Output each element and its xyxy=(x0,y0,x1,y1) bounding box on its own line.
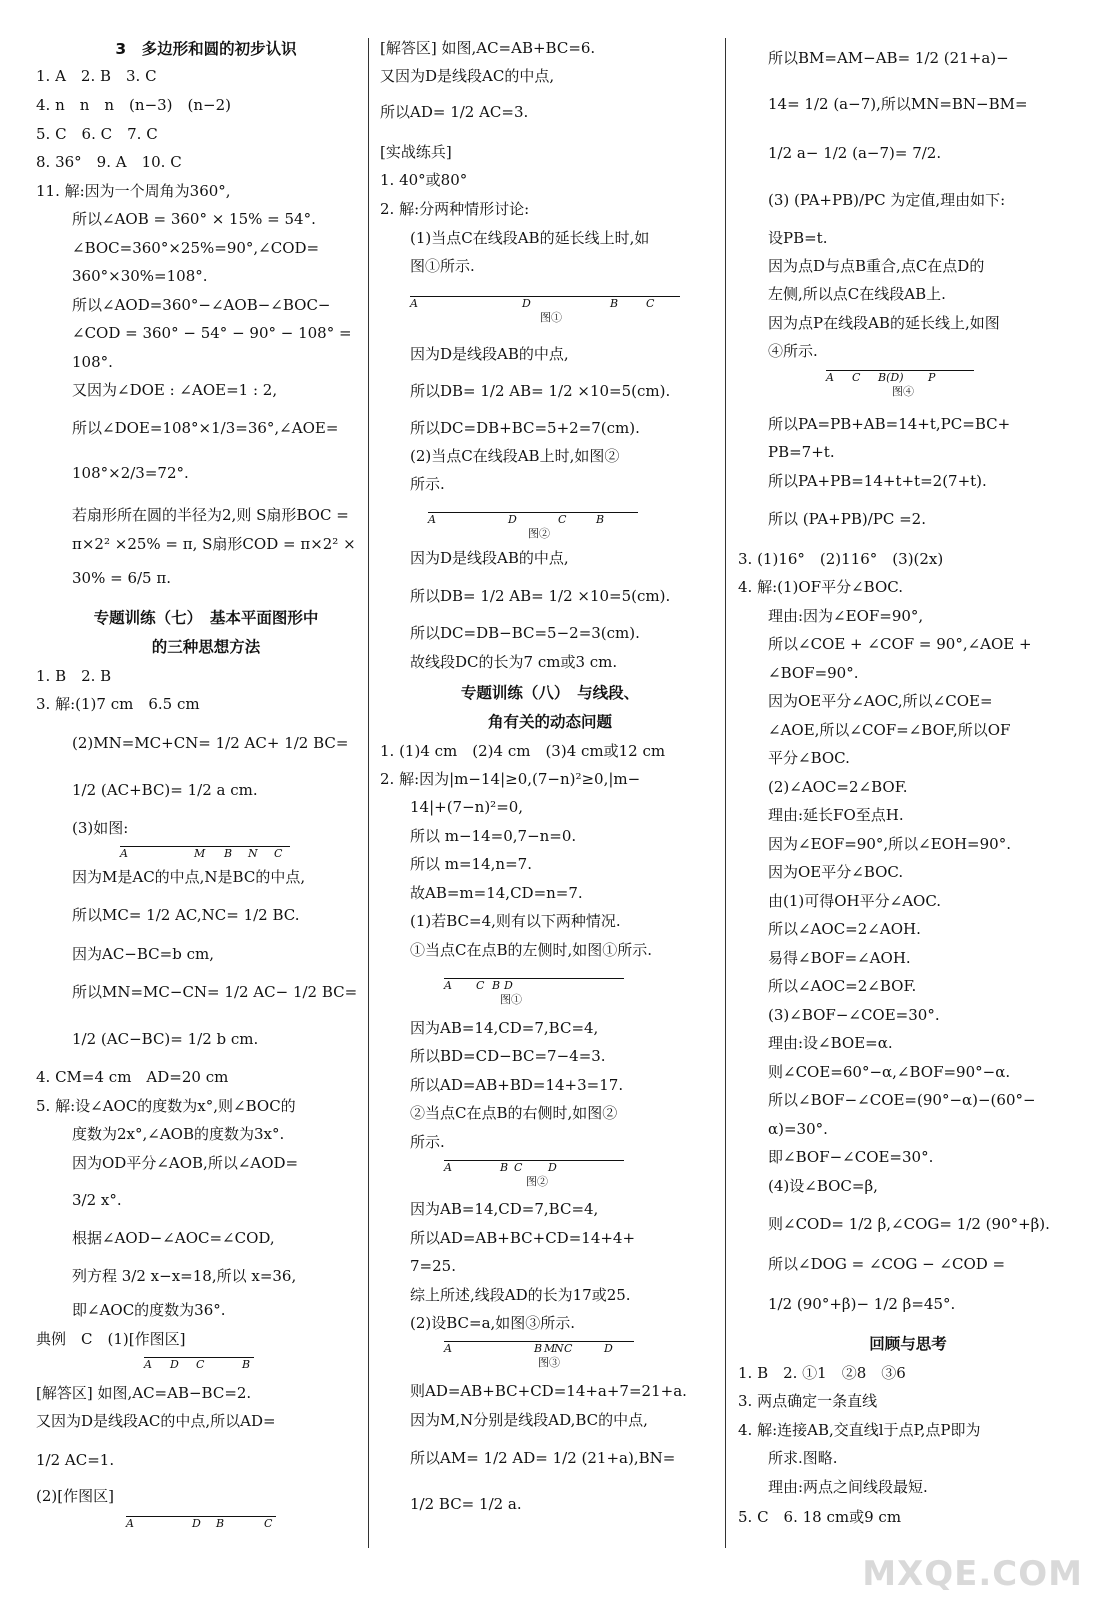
answer-line: (2)设BC=a,如图③所示. xyxy=(410,1314,576,1332)
answer-line: 因为AB=14,CD=7,BC=4, xyxy=(410,1200,599,1218)
answer-line: 图①所示. xyxy=(410,257,475,275)
point-label: N xyxy=(248,847,258,860)
figure-caption: 图① xyxy=(540,311,562,324)
answer-line: 1/2 BC= 1/2 a. xyxy=(410,1495,522,1513)
point-label: D xyxy=(548,1161,557,1174)
answer-line: (1)当点C在线段AB的延长线上时,如 xyxy=(410,229,650,247)
answer-line: 故线段DC的长为7 cm或3 cm. xyxy=(410,653,618,671)
answer-line: 理由:延长FO至点H. xyxy=(768,806,904,824)
answer-line: 由(1)可得OH平分∠AOC. xyxy=(768,892,942,910)
answer-line: 因为M是AC的中点,N是BC的中点, xyxy=(72,868,306,886)
answer-line: 所以∠AOD=360°−∠AOB−∠BOC− xyxy=(72,296,331,314)
answer-line: 即∠AOC的度数为36°. xyxy=(72,1301,226,1319)
answer-line: (4)设∠BOC=β, xyxy=(768,1177,878,1195)
point-label: C xyxy=(564,1342,573,1355)
answer-line: 5. 解:设∠AOC的度数为x°,则∠BOC的 xyxy=(36,1097,296,1115)
point-label: B xyxy=(242,1358,251,1371)
answer-line: 则∠COD= 1/2 β,∠COG= 1/2 (90°+β). xyxy=(768,1215,1050,1233)
point-label: B xyxy=(500,1161,509,1174)
point-label: C xyxy=(852,371,861,384)
segment-line xyxy=(126,1516,276,1517)
answer-line: 即∠BOF−∠COE=30°. xyxy=(768,1148,934,1166)
answer-line: 因为OD平分∠AOB,所以∠AOD= xyxy=(72,1154,299,1172)
figure-caption: 图④ xyxy=(892,385,914,398)
answer-line: 所以∠DOE=108°×1/3=36°,∠AOE= xyxy=(72,419,339,437)
answer-line: 14|+(7−n)²=0, xyxy=(410,798,524,816)
answer-line: 理由:因为∠EOF=90°, xyxy=(768,607,924,625)
answer-line: 因为点D与点B重合,点C在点D的 xyxy=(768,257,985,275)
point-label: B(D) xyxy=(878,371,904,384)
answer-line: 故AB=m=14,CD=n=7. xyxy=(410,884,583,902)
answer-line: 因为OE平分∠BOC. xyxy=(768,863,904,881)
answer-line: 所以 m−14=0,7−n=0. xyxy=(410,827,577,845)
answer-line: 所以∠COE + ∠COF = 90°,∠AOE + xyxy=(768,635,1032,653)
answer-line: 则AD=AB+BC+CD=14+a+7=21+a. xyxy=(410,1382,687,1400)
answer-line: 设PB=t. xyxy=(768,229,828,247)
answer-line: 又因为∠DOE : ∠AOE=1 : 2, xyxy=(72,381,278,399)
answer-line: 所以 m=14,n=7. xyxy=(410,855,532,873)
answer-line: 所以DB= 1/2 AB= 1/2 ×10=5(cm). xyxy=(410,587,671,605)
point-label: D xyxy=(604,1342,613,1355)
segment-line xyxy=(444,1160,624,1161)
point-label: A xyxy=(144,1358,152,1371)
answer-line: 理由:两点之间线段最短. xyxy=(768,1478,928,1496)
answer-line: (2)当点C在线段AB上时,如图② xyxy=(410,447,620,465)
answer-line: 11. 解:因为一个周角为360°, xyxy=(36,182,231,200)
answer-line: (3)如图: xyxy=(72,819,129,837)
column-divider xyxy=(368,38,369,1548)
answer-line: 左侧,所以点C在线段AB上. xyxy=(768,285,946,303)
answer-line: 所以∠AOC=2∠BOF. xyxy=(768,977,917,995)
answer-line: 易得∠BOF=∠AOH. xyxy=(768,949,911,967)
answer-line: 因为M,N分别是线段AD,BC的中点, xyxy=(410,1411,648,1429)
column-right xyxy=(738,0,1078,1600)
answer-line: 所以AD= 1/2 AC=3. xyxy=(380,103,529,121)
answer-line: [解答区] 如图,AC=AB−BC=2. xyxy=(36,1384,252,1402)
answer-line: 因为点P在线段AB的延长线上,如图 xyxy=(768,314,1000,332)
point-label: B xyxy=(216,1517,225,1530)
answer-line: (3)∠BOF−∠COE=30°. xyxy=(768,1006,940,1024)
answer-line: 根据∠AOD−∠AOC=∠COD, xyxy=(72,1229,275,1247)
answer-line: 所求.图略. xyxy=(768,1449,838,1467)
answer-line: 所以∠BOF−∠COE=(90°−α)−(60°− xyxy=(768,1091,1036,1109)
figure-caption: 图③ xyxy=(538,1356,560,1369)
answer-line: 所以DC=DB−BC=5−2=3(cm). xyxy=(410,624,640,642)
answer-line: 所以BM=AM−AB= 1/2 (21+a)− xyxy=(768,49,1009,67)
segment-figure xyxy=(444,978,624,1008)
segment-figure xyxy=(120,846,290,876)
segment-figure xyxy=(144,1357,254,1387)
point-label: C xyxy=(264,1517,273,1530)
answer-line: 108°×2/3=72°. xyxy=(72,464,189,482)
answer-line: ∠AOE,所以∠COF=∠BOF,所以OF xyxy=(768,721,1011,739)
section-heading: 回顾与思考 xyxy=(869,1335,947,1353)
point-label: A xyxy=(444,979,452,992)
section-heading: 的三种思想方法 xyxy=(151,638,261,656)
point-label: A xyxy=(410,297,418,310)
answer-line: 所以DB= 1/2 AB= 1/2 ×10=5(cm). xyxy=(410,382,671,400)
segment-figure xyxy=(126,1516,276,1546)
answer-line: 1. A 2. B 3. C xyxy=(36,67,157,85)
point-label: D xyxy=(522,297,531,310)
answer-line: 列方程 3/2 x−x=18,所以 x=36, xyxy=(72,1267,297,1285)
answer-line: 4. n n n (n−3) (n−2) xyxy=(36,96,232,114)
answer-line: (1)若BC=4,则有以下两种情况. xyxy=(410,912,621,930)
answer-line: 8. 36° 9. A 10. C xyxy=(36,153,182,171)
answer-line: 1. 40°或80° xyxy=(380,171,468,189)
answer-line: 度数为2x°,∠AOB的度数为3x°. xyxy=(72,1125,285,1143)
answer-line: 因为D是线段AB的中点, xyxy=(410,345,569,363)
answer-line: 360°×30%=108°. xyxy=(72,267,208,285)
section-heading: 专题训练（八） 与线段、 xyxy=(460,684,640,702)
point-label: B xyxy=(596,513,605,526)
point-label: C xyxy=(196,1358,205,1371)
answer-line: (3) (PA+PB)/PC 为定值,理由如下: xyxy=(768,191,1006,209)
answer-line: 所以∠AOC=2∠AOH. xyxy=(768,920,921,938)
answer-line: 1. B 2. B xyxy=(36,667,112,685)
answer-line: 1/2 (AC+BC)= 1/2 a cm. xyxy=(72,781,258,799)
watermark: MXQE.COM xyxy=(862,1554,1083,1594)
point-label: M xyxy=(544,1342,556,1355)
answer-line: 108°. xyxy=(72,353,113,371)
answer-line: ∠BOF=90°. xyxy=(768,664,859,682)
answer-line: 1. B 2. ①1 ②8 ③6 xyxy=(738,1364,906,1382)
segment-figure xyxy=(444,1160,624,1190)
answer-line: 所以PA+PB=14+t+t=2(7+t). xyxy=(768,472,987,490)
point-label: P xyxy=(928,371,936,384)
answer-line: 典例 C (1)[作图区] xyxy=(36,1330,186,1348)
point-label: C xyxy=(514,1161,523,1174)
point-label: C xyxy=(274,847,283,860)
answer-line: 因为∠EOF=90°,所以∠EOH=90°. xyxy=(768,835,1011,853)
answer-line: α)=30°. xyxy=(768,1120,828,1138)
point-label: C xyxy=(646,297,655,310)
answer-line: 1/2 (90°+β)− 1/2 β=45°. xyxy=(768,1295,956,1313)
segment-figure xyxy=(410,296,680,326)
answer-line: 所示. xyxy=(410,475,445,493)
answer-line: 4. 解:连接AB,交直线l于点P,点P即为 xyxy=(738,1421,981,1439)
point-label: D xyxy=(170,1358,179,1371)
answer-line: 1/2 (AC−BC)= 1/2 b cm. xyxy=(72,1030,259,1048)
answer-line: 所以MC= 1/2 AC,NC= 1/2 BC. xyxy=(72,906,300,924)
answer-line: 理由:设∠BOE=α. xyxy=(768,1034,893,1052)
point-label: C xyxy=(558,513,567,526)
answer-line: 因为OE平分∠AOC,所以∠COE= xyxy=(768,692,993,710)
column-left xyxy=(36,0,376,1600)
answer-line: 所以AM= 1/2 AD= 1/2 (21+a),BN= xyxy=(410,1449,676,1467)
answer-line: 1. (1)4 cm (2)4 cm (3)4 cm或12 cm xyxy=(380,742,666,760)
point-label: A xyxy=(428,513,436,526)
figure-caption: 图② xyxy=(526,1175,548,1188)
point-label: C xyxy=(476,979,485,992)
answer-line: 所以DC=DB+BC=5+2=7(cm). xyxy=(410,419,640,437)
point-label: A xyxy=(826,371,834,384)
point-label: B xyxy=(224,847,233,860)
segment-line xyxy=(428,512,638,513)
answer-line: 4. CM=4 cm AD=20 cm xyxy=(36,1068,229,1086)
answer-line: 3. 两点确定一条直线 xyxy=(738,1392,878,1410)
segment-line xyxy=(120,846,290,847)
answer-line: 14= 1/2 (a−7),所以MN=BN−BM= xyxy=(768,95,1028,113)
segment-line xyxy=(444,978,624,979)
answer-line: 4. 解:(1)OF平分∠BOC. xyxy=(738,578,903,596)
answer-line: 所以AD=AB+BC+CD=14+4+ xyxy=(410,1229,636,1247)
column-divider xyxy=(725,38,726,1548)
point-label: A xyxy=(126,1517,134,1530)
answer-line: PB=7+t. xyxy=(768,443,835,461)
point-label: B xyxy=(492,979,501,992)
answer-line: 30% = 6/5 π. xyxy=(72,569,171,587)
answer-line: 1/2 a− 1/2 (a−7)= 7/2. xyxy=(768,144,942,162)
segment-figure xyxy=(428,512,638,542)
segment-figure xyxy=(444,1341,634,1371)
answer-line: (2)∠AOC=2∠BOF. xyxy=(768,778,908,796)
point-label: D xyxy=(508,513,517,526)
segment-figure xyxy=(826,370,974,400)
answer-line: 又因为D是线段AC的中点, xyxy=(380,67,555,85)
segment-line xyxy=(410,296,680,297)
answer-line: 3. (1)16° (2)116° (3)(2x) xyxy=(738,550,944,568)
answer-line: 5. C 6. 18 cm或9 cm xyxy=(738,1508,902,1526)
answer-line: ∠BOC=360°×25%=90°,∠COD= xyxy=(72,239,320,257)
answer-line: (2)MN=MC+CN= 1/2 AC+ 1/2 BC= xyxy=(72,734,349,752)
answer-line: 因为AC−BC=b cm, xyxy=(72,945,214,963)
answer-line: 所以∠AOB = 360° × 15% = 54°. xyxy=(72,210,316,228)
answer-line: ①当点C在点B的左侧时,如图①所示. xyxy=(410,941,653,959)
point-label: B xyxy=(610,297,619,310)
point-label: D xyxy=(504,979,513,992)
section-heading: 3 多边形和圆的初步认识 xyxy=(115,40,297,58)
answer-line: 3/2 x°. xyxy=(72,1191,122,1209)
column-middle xyxy=(380,0,720,1600)
answer-line: 平分∠BOC. xyxy=(768,749,850,767)
answer-line: 所以BD=CD−BC=7−4=3. xyxy=(410,1047,606,1065)
figure-caption: 图② xyxy=(528,527,550,540)
point-label: A xyxy=(444,1161,452,1174)
answer-line: [解答区] 如图,AC=AB+BC=6. xyxy=(380,39,596,57)
answer-line: ④所示. xyxy=(768,342,818,360)
answer-line: 所示. xyxy=(410,1133,445,1151)
answer-line: 1/2 AC=1. xyxy=(36,1451,115,1469)
answer-line: 2. 解:分两种情形讨论: xyxy=(380,200,530,218)
point-label: A xyxy=(444,1342,452,1355)
answer-line: 所以MN=MC−CN= 1/2 AC− 1/2 BC= xyxy=(72,983,358,1001)
answer-line: (2)[作图区] xyxy=(36,1487,114,1505)
answer-line: [实战练兵] xyxy=(380,143,452,161)
answer-line: 所以PA=PB+AB=14+t,PC=BC+ xyxy=(768,415,1011,433)
point-label: B xyxy=(534,1342,543,1355)
section-heading: 专题训练（七） 基本平面图形中 xyxy=(93,609,319,627)
answer-line: 若扇形所在圆的半径为2,则 S扇形BOC = xyxy=(72,506,349,524)
answer-line: 7=25. xyxy=(410,1257,456,1275)
answer-line: 5. C 6. C 7. C xyxy=(36,125,158,143)
point-label: M xyxy=(194,847,206,860)
answer-line: π×2² ×25% = π, S扇形COD = π×2² × xyxy=(72,535,356,553)
answer-line: 又因为D是线段AC的中点,所以AD= xyxy=(36,1412,276,1430)
answer-line: 所以AD=AB+BD=14+3=17. xyxy=(410,1076,624,1094)
answer-line: ②当点C在点B的右侧时,如图② xyxy=(410,1104,618,1122)
answer-line: 综上所述,线段AD的长为17或25. xyxy=(410,1286,631,1304)
answer-line: 所以∠DOG = ∠COG − ∠COD = xyxy=(768,1255,1006,1273)
answer-line: 2. 解:因为|m−14|≥0,(7−n)²≥0,|m− xyxy=(380,770,641,788)
answer-line: 因为AB=14,CD=7,BC=4, xyxy=(410,1019,599,1037)
answer-line: 3. 解:(1)7 cm 6.5 cm xyxy=(36,695,200,713)
point-label: D xyxy=(192,1517,201,1530)
answer-line: 所以 (PA+PB)/PC =2. xyxy=(768,510,926,528)
point-label: N xyxy=(554,1342,564,1355)
section-heading: 角有关的动态问题 xyxy=(487,713,612,731)
answer-line: 因为D是线段AB的中点, xyxy=(410,549,569,567)
answer-line: 则∠COE=60°−α,∠BOF=90°−α. xyxy=(768,1063,1011,1081)
point-label: A xyxy=(120,847,128,860)
answer-line: ∠COD = 360° − 54° − 90° − 108° = xyxy=(72,324,352,342)
figure-caption: 图① xyxy=(500,993,522,1006)
